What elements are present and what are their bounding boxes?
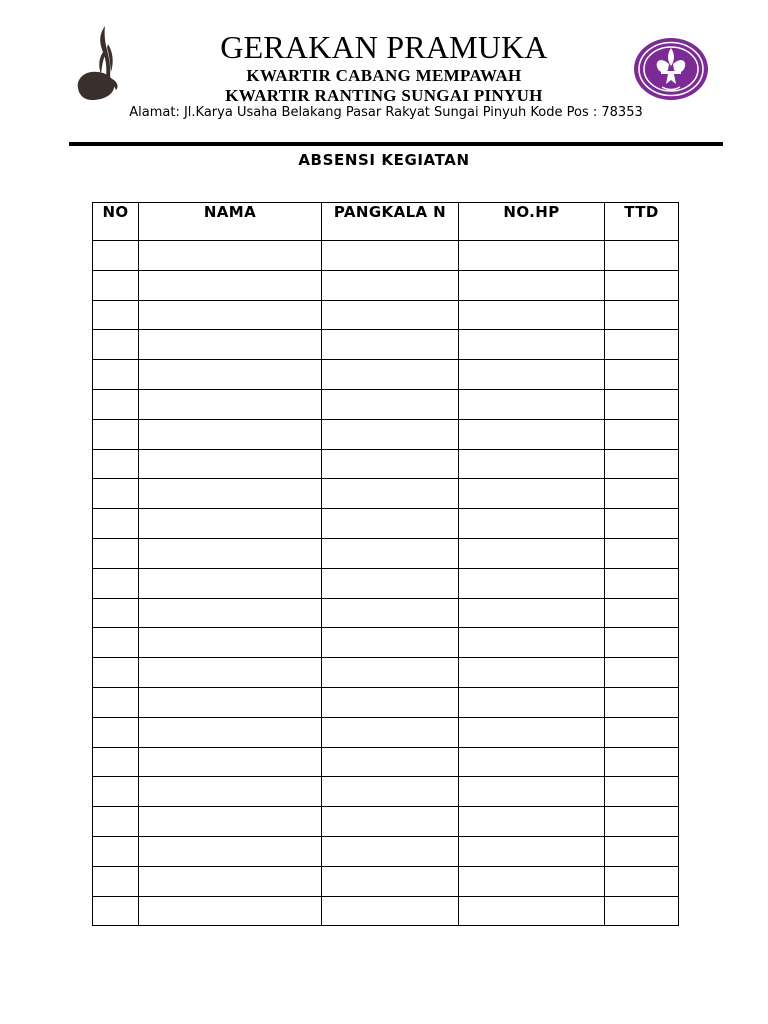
- cell-no: [93, 598, 139, 628]
- cell-nama: [139, 241, 322, 271]
- cell-nama: [139, 419, 322, 449]
- cell-no: [93, 300, 139, 330]
- cell-ttd: [605, 717, 679, 747]
- cell-no: [93, 330, 139, 360]
- cell-no: [93, 717, 139, 747]
- table-row: [93, 360, 679, 390]
- cell-nama: [139, 717, 322, 747]
- cell-pangkalan: [322, 598, 459, 628]
- cell-no: [93, 360, 139, 390]
- cell-nohp: [459, 241, 605, 271]
- cell-no: [93, 270, 139, 300]
- table-row: [93, 896, 679, 926]
- cell-nohp: [459, 509, 605, 539]
- cell-nohp: [459, 747, 605, 777]
- cell-pangkalan: [322, 449, 459, 479]
- cell-nama: [139, 538, 322, 568]
- org-title: GERAKAN PRAMUKA: [220, 29, 548, 65]
- cell-pangkalan: [322, 807, 459, 837]
- kwaran-subtitle: KWARTIR RANTING SUNGAI PINYUH: [225, 86, 543, 105]
- cell-no: [93, 896, 139, 926]
- cell-no: [93, 807, 139, 837]
- table-row: [93, 479, 679, 509]
- cell-nohp: [459, 598, 605, 628]
- table-row: [93, 419, 679, 449]
- cell-pangkalan: [322, 658, 459, 688]
- cell-nohp: [459, 389, 605, 419]
- column-header-nohp: NO.HP: [459, 203, 605, 241]
- cell-nohp: [459, 330, 605, 360]
- cell-no: [93, 538, 139, 568]
- cell-nohp: [459, 449, 605, 479]
- cell-no: [93, 836, 139, 866]
- cell-pangkalan: [322, 896, 459, 926]
- cell-no: [93, 241, 139, 271]
- cell-ttd: [605, 389, 679, 419]
- cell-pangkalan: [322, 419, 459, 449]
- cell-pangkalan: [322, 568, 459, 598]
- cell-ttd: [605, 538, 679, 568]
- cell-pangkalan: [322, 479, 459, 509]
- table-row: [93, 449, 679, 479]
- cell-no: [93, 777, 139, 807]
- table-row: [93, 568, 679, 598]
- cell-pangkalan: [322, 866, 459, 896]
- cell-nama: [139, 300, 322, 330]
- cell-nama: [139, 449, 322, 479]
- cell-nohp: [459, 687, 605, 717]
- table-row: [93, 241, 679, 271]
- cell-no: [93, 568, 139, 598]
- cell-ttd: [605, 360, 679, 390]
- cell-nohp: [459, 568, 605, 598]
- column-header-nama: NAMA: [139, 203, 322, 241]
- cell-pangkalan: [322, 330, 459, 360]
- cell-nohp: [459, 896, 605, 926]
- cell-no: [93, 747, 139, 777]
- cell-nohp: [459, 658, 605, 688]
- cell-nama: [139, 479, 322, 509]
- cell-nohp: [459, 836, 605, 866]
- cell-ttd: [605, 896, 679, 926]
- cell-nohp: [459, 360, 605, 390]
- cell-nohp: [459, 270, 605, 300]
- cell-nohp: [459, 479, 605, 509]
- cell-ttd: [605, 419, 679, 449]
- cell-ttd: [605, 241, 679, 271]
- cell-nohp: [459, 419, 605, 449]
- cell-nohp: [459, 538, 605, 568]
- kwarcab-subtitle: KWARTIR CABANG MEMPAWAH: [246, 66, 522, 85]
- table-row: [93, 389, 679, 419]
- table-row: [93, 330, 679, 360]
- cell-ttd: [605, 658, 679, 688]
- column-header-pangkalan: PANGKALA N: [322, 203, 459, 241]
- cell-ttd: [605, 479, 679, 509]
- cell-ttd: [605, 807, 679, 837]
- table-row: [93, 658, 679, 688]
- table-row: [93, 777, 679, 807]
- table-row: [93, 598, 679, 628]
- cell-pangkalan: [322, 628, 459, 658]
- cell-pangkalan: [322, 538, 459, 568]
- cell-ttd: [605, 747, 679, 777]
- address-line: Alamat: Jl.Karya Usaha Belakang Pasar Rakyat Sungai Pinyuh Kode Pos : 78353: [129, 105, 643, 120]
- cell-nohp: [459, 866, 605, 896]
- table-row: [93, 300, 679, 330]
- cell-ttd: [605, 687, 679, 717]
- cell-ttd: [605, 449, 679, 479]
- table-row: [93, 270, 679, 300]
- cell-nama: [139, 270, 322, 300]
- cell-pangkalan: [322, 360, 459, 390]
- column-header-ttd: TTD: [605, 203, 679, 241]
- cell-ttd: [605, 270, 679, 300]
- cell-pangkalan: [322, 389, 459, 419]
- cell-no: [93, 449, 139, 479]
- cell-nama: [139, 628, 322, 658]
- cell-nohp: [459, 777, 605, 807]
- cell-pangkalan: [322, 747, 459, 777]
- cell-nohp: [459, 807, 605, 837]
- cell-ttd: [605, 300, 679, 330]
- cell-no: [93, 419, 139, 449]
- table-row: [93, 807, 679, 837]
- table-row: [93, 687, 679, 717]
- cell-nama: [139, 687, 322, 717]
- table-row: [93, 866, 679, 896]
- attendance-rows: [93, 241, 679, 926]
- cell-no: [93, 658, 139, 688]
- cell-pangkalan: [322, 717, 459, 747]
- cell-nama: [139, 389, 322, 419]
- cell-nama: [139, 896, 322, 926]
- table-header-row: [93, 203, 679, 241]
- cell-pangkalan: [322, 270, 459, 300]
- table-row: [93, 509, 679, 539]
- header-divider: [69, 142, 723, 146]
- cell-nama: [139, 598, 322, 628]
- column-header-no: NO: [93, 203, 139, 241]
- table-row: [93, 717, 679, 747]
- cell-no: [93, 509, 139, 539]
- table-row: [93, 747, 679, 777]
- cell-pangkalan: [322, 509, 459, 539]
- cell-nama: [139, 658, 322, 688]
- cell-pangkalan: [322, 687, 459, 717]
- cell-nohp: [459, 300, 605, 330]
- cell-nama: [139, 360, 322, 390]
- table-row: [93, 538, 679, 568]
- cell-nama: [139, 509, 322, 539]
- cell-no: [93, 866, 139, 896]
- cell-nama: [139, 330, 322, 360]
- cell-pangkalan: [322, 300, 459, 330]
- cell-nama: [139, 777, 322, 807]
- cell-ttd: [605, 628, 679, 658]
- document-title: ABSENSI KEGIATAN: [298, 151, 470, 169]
- cell-ttd: [605, 836, 679, 866]
- cell-no: [93, 479, 139, 509]
- cell-nama: [139, 836, 322, 866]
- cell-no: [93, 389, 139, 419]
- cell-nama: [139, 866, 322, 896]
- table-row: [93, 836, 679, 866]
- cell-pangkalan: [322, 836, 459, 866]
- cell-nama: [139, 807, 322, 837]
- cell-ttd: [605, 598, 679, 628]
- cell-ttd: [605, 330, 679, 360]
- cell-nohp: [459, 717, 605, 747]
- table-row: [93, 628, 679, 658]
- cell-no: [93, 628, 139, 658]
- cell-pangkalan: [322, 241, 459, 271]
- cell-nama: [139, 747, 322, 777]
- cell-pangkalan: [322, 777, 459, 807]
- cell-ttd: [605, 509, 679, 539]
- cell-no: [93, 687, 139, 717]
- cell-nohp: [459, 628, 605, 658]
- cell-ttd: [605, 866, 679, 896]
- cell-ttd: [605, 777, 679, 807]
- attendance-table: [92, 202, 679, 926]
- cell-nama: [139, 568, 322, 598]
- cell-ttd: [605, 568, 679, 598]
